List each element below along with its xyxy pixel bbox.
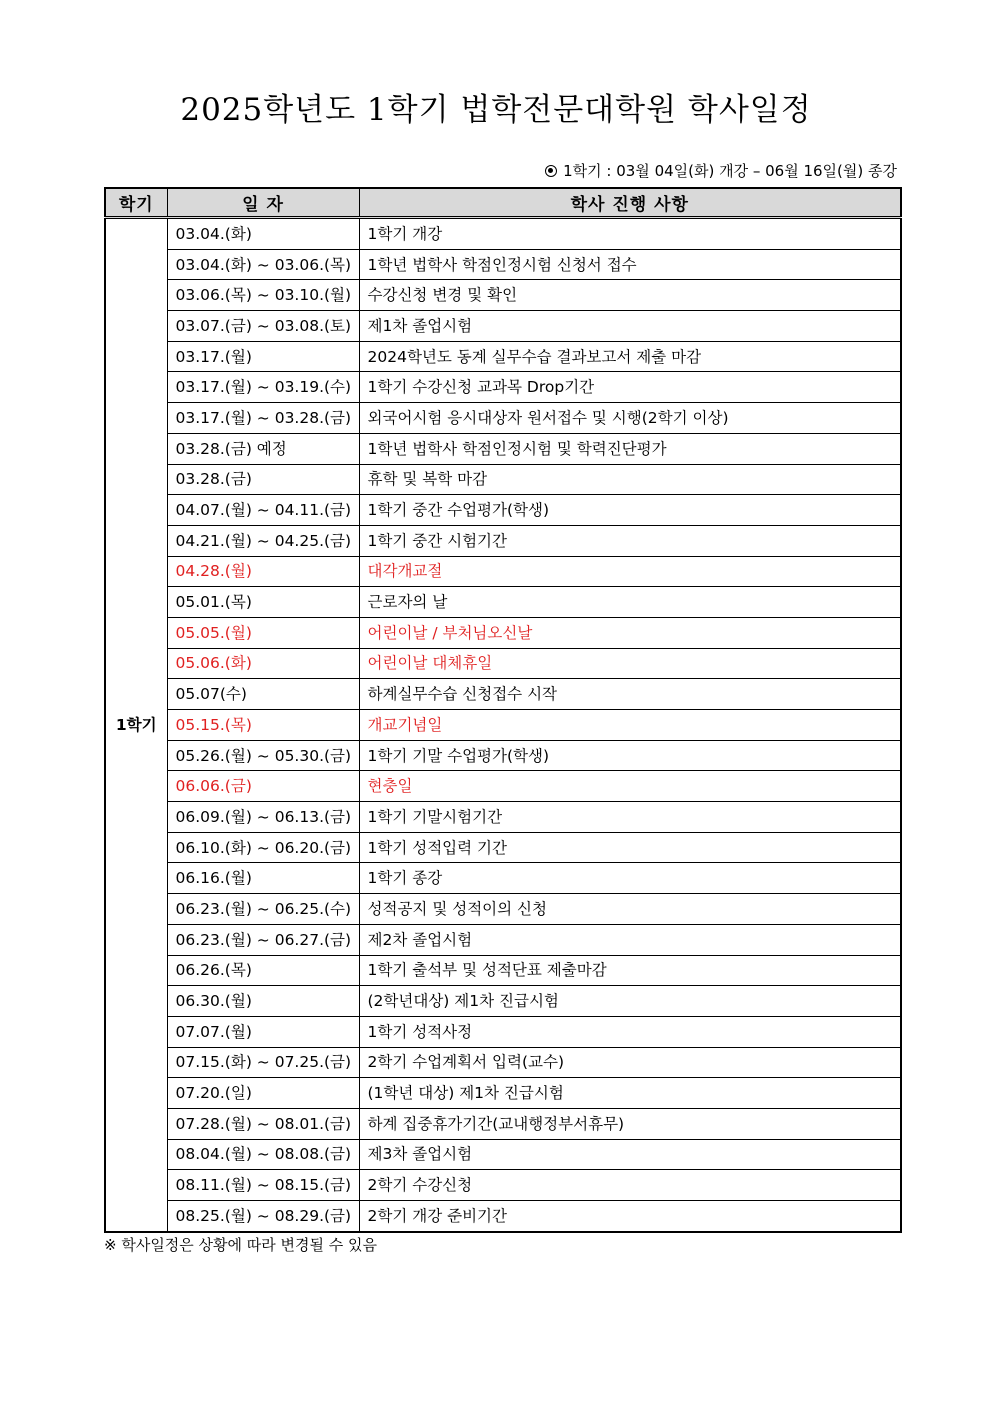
description-cell: (2학년대상) 제1차 진급시험 [359, 986, 901, 1017]
description-cell: 현충일 [359, 771, 901, 802]
table-row [105, 1047, 901, 1078]
date-cell: 07.28.(월) ~ 08.01.(금) [167, 1108, 359, 1139]
table-row [105, 587, 901, 618]
date-cell: 06.26.(목) [167, 955, 359, 986]
table-row [105, 771, 901, 802]
description-cell: 하계실무수습 신청접수 시작 [359, 679, 901, 710]
date-cell: 08.04.(월) ~ 08.08.(금) [167, 1139, 359, 1170]
description-cell: 대각개교절 [359, 556, 901, 587]
table-row [105, 249, 901, 280]
table-row [105, 218, 901, 250]
table-row [105, 280, 901, 311]
table-row [105, 1016, 901, 1047]
description-cell: 2학기 개강 준비기간 [359, 1201, 901, 1232]
table-row [105, 403, 901, 434]
date-cell: 04.21.(월) ~ 04.25.(금) [167, 525, 359, 556]
date-cell: 07.07.(월) [167, 1016, 359, 1047]
description-cell: 1학기 개강 [359, 218, 901, 250]
date-cell: 03.04.(화) [167, 218, 359, 250]
description-cell: 1학기 기말 수업평가(학생) [359, 740, 901, 771]
date-cell: 07.20.(일) [167, 1078, 359, 1109]
date-cell: 03.17.(월) ~ 03.19.(수) [167, 372, 359, 403]
description-cell: 외국어시험 응시대상자 원서접수 및 시행(2학기 이상) [359, 403, 901, 434]
table-row [105, 986, 901, 1017]
description-cell: 근로자의 날 [359, 587, 901, 618]
date-cell: 03.07.(금) ~ 03.08.(토) [167, 311, 359, 342]
date-cell: 03.17.(월) ~ 03.28.(금) [167, 403, 359, 434]
description-cell: 휴학 및 복학 마감 [359, 464, 901, 495]
table-row [105, 372, 901, 403]
table-row [105, 341, 901, 372]
semester-period-text: 1학기 : 03월 04일(화) 개강 – 06월 16일(월) 종강 [563, 162, 897, 180]
date-cell: 06.10.(화) ~ 06.20.(금) [167, 832, 359, 863]
description-cell: 2024학년도 동계 실무수습 결과보고서 제출 마감 [359, 341, 901, 372]
date-cell: 06.09.(월) ~ 06.13.(금) [167, 802, 359, 833]
date-cell: 05.07(수) [167, 679, 359, 710]
table-row [105, 679, 901, 710]
date-cell: 06.23.(월) ~ 06.27.(금) [167, 924, 359, 955]
date-cell: 05.26.(월) ~ 05.30.(금) [167, 740, 359, 771]
description-cell: 1학년 법학사 학점인정시험 신청서 접수 [359, 249, 901, 280]
date-cell: 03.06.(목) ~ 03.10.(월) [167, 280, 359, 311]
table-row [105, 955, 901, 986]
date-cell: 03.28.(금) [167, 464, 359, 495]
table-row [105, 832, 901, 863]
description-cell: 1학기 성적입력 기간 [359, 832, 901, 863]
date-cell: 04.07.(월) ~ 04.11.(금) [167, 495, 359, 526]
table-row [105, 433, 901, 464]
date-cell: 05.06.(화) [167, 648, 359, 679]
table-row [105, 740, 901, 771]
date-cell: 05.15.(목) [167, 710, 359, 741]
semester-cell: 1학기 [105, 218, 167, 1232]
date-cell: 06.06.(금) [167, 771, 359, 802]
date-cell: 04.28.(월) [167, 556, 359, 587]
description-cell: 제1차 졸업시험 [359, 311, 901, 342]
table-row [105, 464, 901, 495]
table-row [105, 556, 901, 587]
description-cell: 개교기념일 [359, 710, 901, 741]
table-row [105, 1201, 901, 1232]
radio-bullet-icon [545, 165, 557, 177]
table-row [105, 1108, 901, 1139]
date-cell: 05.01.(목) [167, 587, 359, 618]
description-cell: 1학기 중간 시험기간 [359, 525, 901, 556]
date-cell: 03.17.(월) [167, 341, 359, 372]
description-cell: 어린이날 / 부처님오신날 [359, 617, 901, 648]
description-cell: 1학기 수강신청 교과목 Drop기간 [359, 372, 901, 403]
table-row [105, 894, 901, 925]
description-cell: 수강신청 변경 및 확인 [359, 280, 901, 311]
description-cell: 하계 집중휴가기간(교내행정부서휴무) [359, 1108, 901, 1139]
table-row [105, 710, 901, 741]
description-cell: 1학기 성적사정 [359, 1016, 901, 1047]
description-cell: 2학기 수강신청 [359, 1170, 901, 1201]
description-cell: 제3차 졸업시험 [359, 1139, 901, 1170]
description-cell: (1학년 대상) 제1차 진급시험 [359, 1078, 901, 1109]
table-row [105, 525, 901, 556]
description-cell: 1학년 법학사 학점인정시험 및 학력진단평가 [359, 433, 901, 464]
footnote: ※ 학사일정은 상황에 따라 변경될 수 있음 [104, 1236, 378, 1254]
date-cell: 08.25.(월) ~ 08.29.(금) [167, 1201, 359, 1232]
semester-period-note [545, 160, 897, 182]
description-cell: 2학기 수업계획서 입력(교수) [359, 1047, 901, 1078]
date-cell: 05.05.(월) [167, 617, 359, 648]
date-cell: 06.16.(월) [167, 863, 359, 894]
table-row [105, 924, 901, 955]
date-cell: 07.15.(화) ~ 07.25.(금) [167, 1047, 359, 1078]
header-date: 일 자 [167, 188, 359, 218]
description-cell: 성적공지 및 성적이의 신청 [359, 894, 901, 925]
table-row [105, 863, 901, 894]
table-row [105, 802, 901, 833]
table-row [105, 1170, 901, 1201]
description-cell: 1학기 중간 수업평가(학생) [359, 495, 901, 526]
description-cell: 1학기 종강 [359, 863, 901, 894]
table-row [105, 495, 901, 526]
date-cell: 03.28.(금) 예정 [167, 433, 359, 464]
table-row [105, 1078, 901, 1109]
description-cell: 1학기 출석부 및 성적단표 제출마감 [359, 955, 901, 986]
date-cell: 06.23.(월) ~ 06.25.(수) [167, 894, 359, 925]
table-row [105, 617, 901, 648]
description-cell: 제2차 졸업시험 [359, 924, 901, 955]
table-header-row [105, 188, 901, 218]
table-row [105, 311, 901, 342]
schedule-table [104, 187, 902, 1233]
table-row [105, 648, 901, 679]
date-cell: 08.11.(월) ~ 08.15.(금) [167, 1170, 359, 1201]
date-cell: 06.30.(월) [167, 986, 359, 1017]
schedule-body [105, 218, 901, 1232]
table-row [105, 1139, 901, 1170]
page-title: 2025학년도 1학기 법학전문대학원 학사일정 [180, 92, 812, 128]
header-semester: 학기 [105, 188, 167, 218]
header-description: 학사 진행 사항 [359, 188, 901, 218]
description-cell: 1학기 기말시험기간 [359, 802, 901, 833]
date-cell: 03.04.(화) ~ 03.06.(목) [167, 249, 359, 280]
description-cell: 어린이날 대체휴일 [359, 648, 901, 679]
